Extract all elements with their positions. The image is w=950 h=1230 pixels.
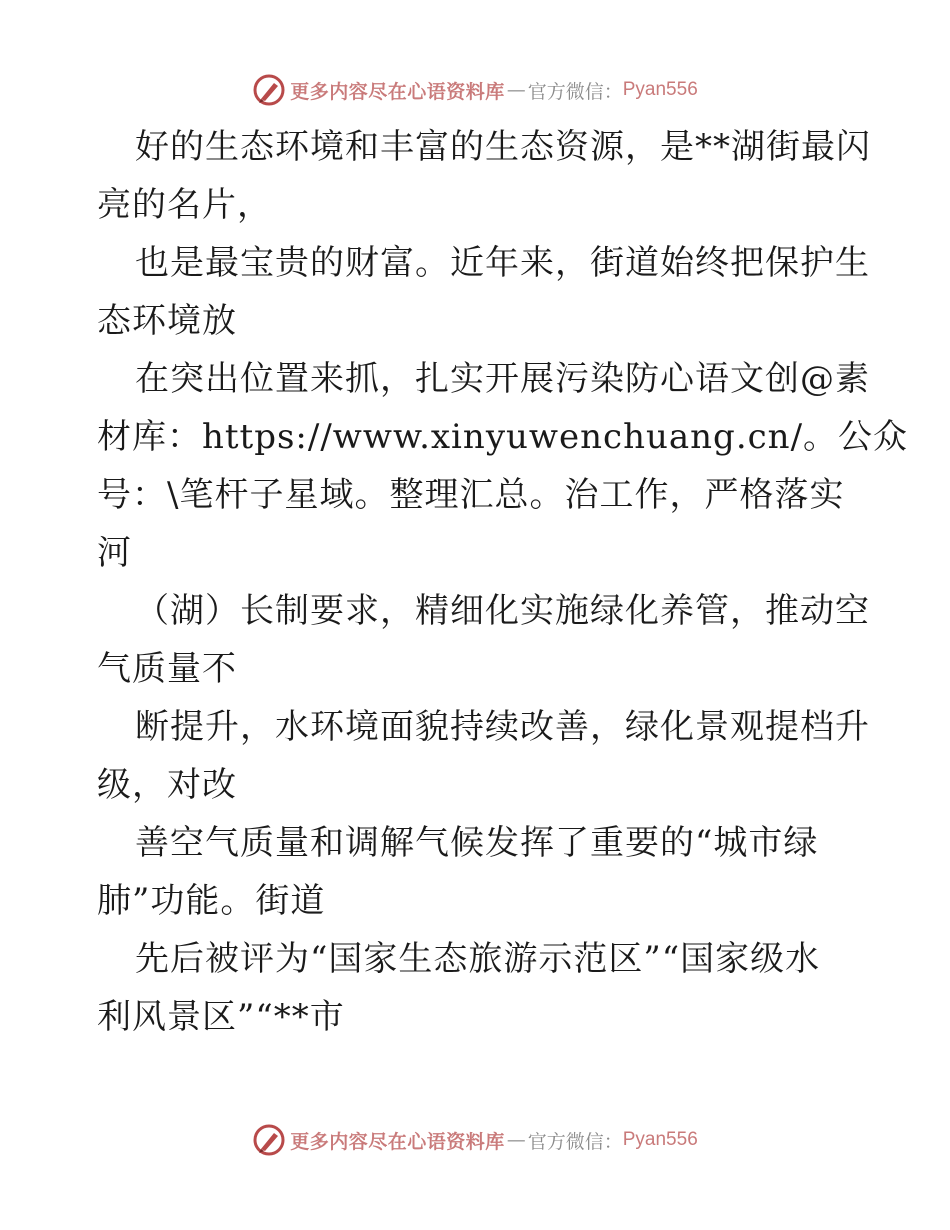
- text-line: 先后被评为“国家生态旅游示范区”“国家级水: [135, 939, 821, 979]
- banner-dash: —: [506, 1129, 526, 1151]
- pen-logo-icon: [252, 73, 286, 107]
- banner-wechat-id: Pyan556: [622, 1129, 698, 1150]
- text-line: 号：\笔杆子星域。整理汇总。治工作，严格落实: [97, 475, 845, 515]
- banner-wechat-label: 官方微信：: [527, 1130, 623, 1153]
- banner-wechat-id: Pyan556: [622, 79, 698, 100]
- text-line: 好的生态环境和丰富的生态资源，是**湖街最闪: [135, 127, 871, 167]
- banner-dash: —: [506, 79, 526, 101]
- text-line: 肺”功能。街道: [97, 881, 326, 921]
- header-watermark-banner: [0, 70, 950, 110]
- text-line: 也是最宝贵的财富。近年来，街道始终把保护生: [135, 243, 870, 283]
- text-line: 级，对改: [97, 765, 237, 805]
- text-line: （湖）长制要求，精细化实施绿化养管，推动空: [135, 591, 870, 631]
- banner-main-text: 更多内容尽在心语资料库: [290, 1130, 505, 1153]
- pen-logo-icon: [252, 1123, 286, 1157]
- banner-main-text: 更多内容尽在心语资料库: [290, 80, 505, 103]
- text-line: 利风景区”“**市: [97, 997, 345, 1037]
- text-line: 气质量不: [97, 649, 237, 689]
- text-line: 河: [97, 533, 132, 573]
- text-line: 态环境放: [97, 301, 237, 341]
- banner-wechat-label: 官方微信：: [527, 80, 623, 103]
- footer-watermark-banner: [0, 1120, 950, 1160]
- text-line: 在突出位置来抓，扎实开展污染防心语文创@素: [135, 359, 870, 399]
- text-line: 善空气质量和调解气候发挥了重要的“城市绿: [135, 823, 819, 863]
- text-line: 材库：https://www.xinyuwenchuang.cn/。公众: [97, 417, 909, 457]
- document-body: [97, 118, 909, 1046]
- text-line: 亮的名片，: [97, 185, 272, 225]
- text-line: 断提升，水环境面貌持续改善，绿化景观提档升: [135, 707, 870, 747]
